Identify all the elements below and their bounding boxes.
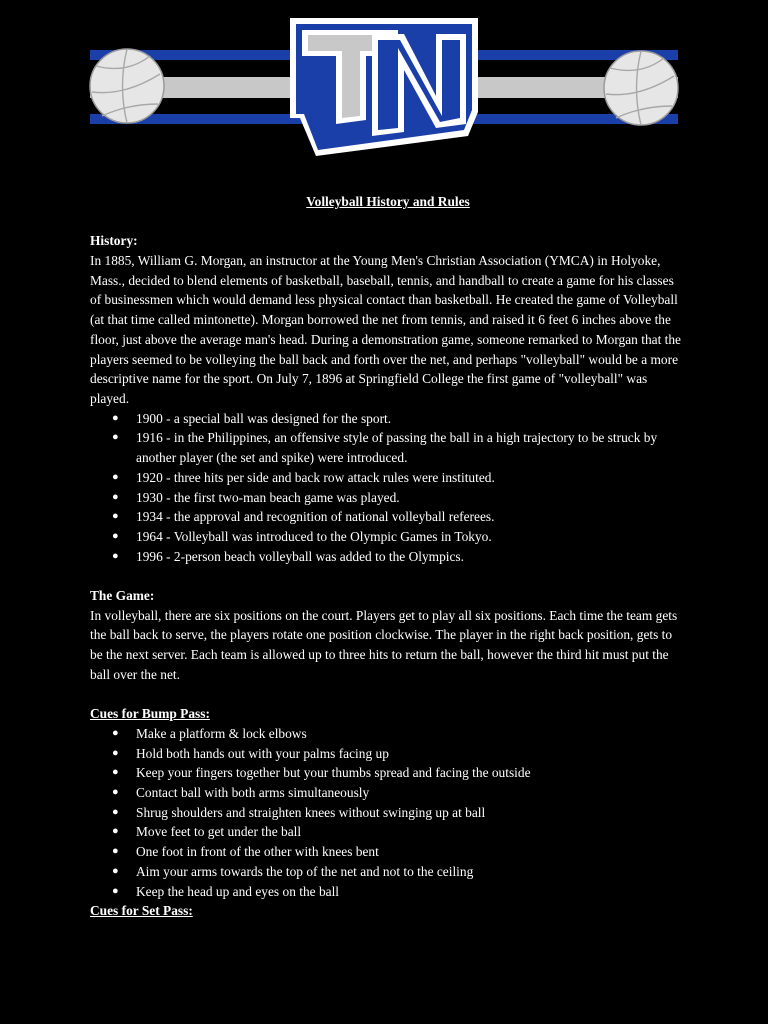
- list-item: ● Hold both hands out with your palms facing up: [90, 744, 686, 764]
- document-body: [90, 192, 686, 921]
- bullet-icon: ●: [112, 411, 119, 424]
- history-paragraph: In 1885, William G. Morgan, an instructor at the Young Men's Christian Association (YMCA) in Holyoke, Mass., decided to blend elements of basketball, baseball, tennis, and handball to create a game for his classes of businessmen which would demand less physical contact than basketball. He created the game of Volleyball (at that time called mintonette). Morgan borrowed the net from tennis, and raised it 6 feet 6 inches above the floor, just above the average man's head. During a demonstration game, someone remarked to Morgan that the players seemed to be volleying the ball back and forth over the net, and perhaps "volleyball" would be a more descriptive name for the sport. On July 7, 1896 at Springfield College the first game of "volleyball" was played.: [90, 253, 682, 406]
- bullet-icon: ●: [112, 805, 119, 818]
- bullet-icon: ●: [112, 549, 119, 562]
- list-item: ● Aim your arms towards the top of the net and not to the ceiling: [90, 862, 686, 882]
- bullet-icon: ●: [112, 431, 119, 444]
- bullet-icon: ●: [112, 845, 119, 858]
- list-item: ● Make a platform & lock elbows: [90, 724, 686, 744]
- bullet-icon: ●: [112, 510, 119, 523]
- game-heading: The Game:: [90, 588, 155, 604]
- tn-logo: [290, 18, 478, 156]
- bullet-icon: ●: [112, 726, 119, 739]
- bullet-icon: ●: [112, 884, 119, 897]
- list-item: ● 1930 - the first two-man beach game was played.: [90, 488, 686, 508]
- section-spacer: [90, 566, 686, 586]
- bump-pass-cues-list: [90, 724, 686, 901]
- history-heading: History:: [90, 233, 138, 249]
- set-pass-heading: Cues for Set Pass:: [90, 903, 193, 919]
- list-item: ● Contact ball with both arms simultaneously: [90, 783, 686, 803]
- list-item: ● Keep your fingers together but your thumbs spread and facing the outside: [90, 763, 686, 783]
- section-spacer: [90, 685, 686, 705]
- list-item: ● 1996 - 2-person beach volleyball was added to the Olympics.: [90, 547, 686, 567]
- list-item: ● 1934 - the approval and recognition of national volleyball referees.: [90, 507, 686, 527]
- game-paragraph: In volleyball, there are six positions on the court. Players get to play all six positions. Each time the team gets the ball back to serve, the players rotate one position clockwise. The player in the right back position, gets to be the next server. Each team is allowed up to three hits to return the ball, however the third hit must put the ball over the net.: [90, 607, 678, 682]
- bullet-icon: ●: [112, 470, 119, 483]
- list-item: ● Shrug shoulders and straighten knees without swinging up at ball: [90, 803, 686, 823]
- list-item: ● One foot in front of the other with knees bent: [90, 842, 686, 862]
- bullet-icon: ●: [112, 766, 119, 779]
- volleyball-icon: [90, 49, 164, 123]
- bump-pass-heading: Cues for Bump Pass:: [90, 706, 210, 722]
- bullet-icon: ●: [112, 746, 119, 759]
- header-banner: [0, 0, 768, 170]
- list-item: ● Keep the head up and eyes on the ball: [90, 882, 686, 902]
- bullet-icon: ●: [112, 529, 119, 542]
- list-item: ● Move feet to get under the ball: [90, 822, 686, 842]
- list-item: ● 1900 - a special ball was designed for the sport.: [90, 409, 686, 429]
- list-item: ● 1964 - Volleyball was introduced to the Olympic Games in Tokyo.: [90, 527, 686, 547]
- history-timeline-list: [90, 409, 686, 567]
- bullet-icon: ●: [112, 864, 119, 877]
- bullet-icon: ●: [112, 786, 119, 799]
- bullet-icon: ●: [112, 490, 119, 503]
- document-title: Volleyball History and Rules: [306, 194, 470, 209]
- bullet-icon: ●: [112, 825, 119, 838]
- list-item: ● 1920 - three hits per side and back row attack rules were instituted.: [90, 468, 686, 488]
- list-item: ● 1916 - in the Philippines, an offensive style of passing the ball in a high trajectory to be struck by another player (the set and spike) were introduced.: [112, 430, 658, 466]
- volleyball-icon: [604, 51, 678, 125]
